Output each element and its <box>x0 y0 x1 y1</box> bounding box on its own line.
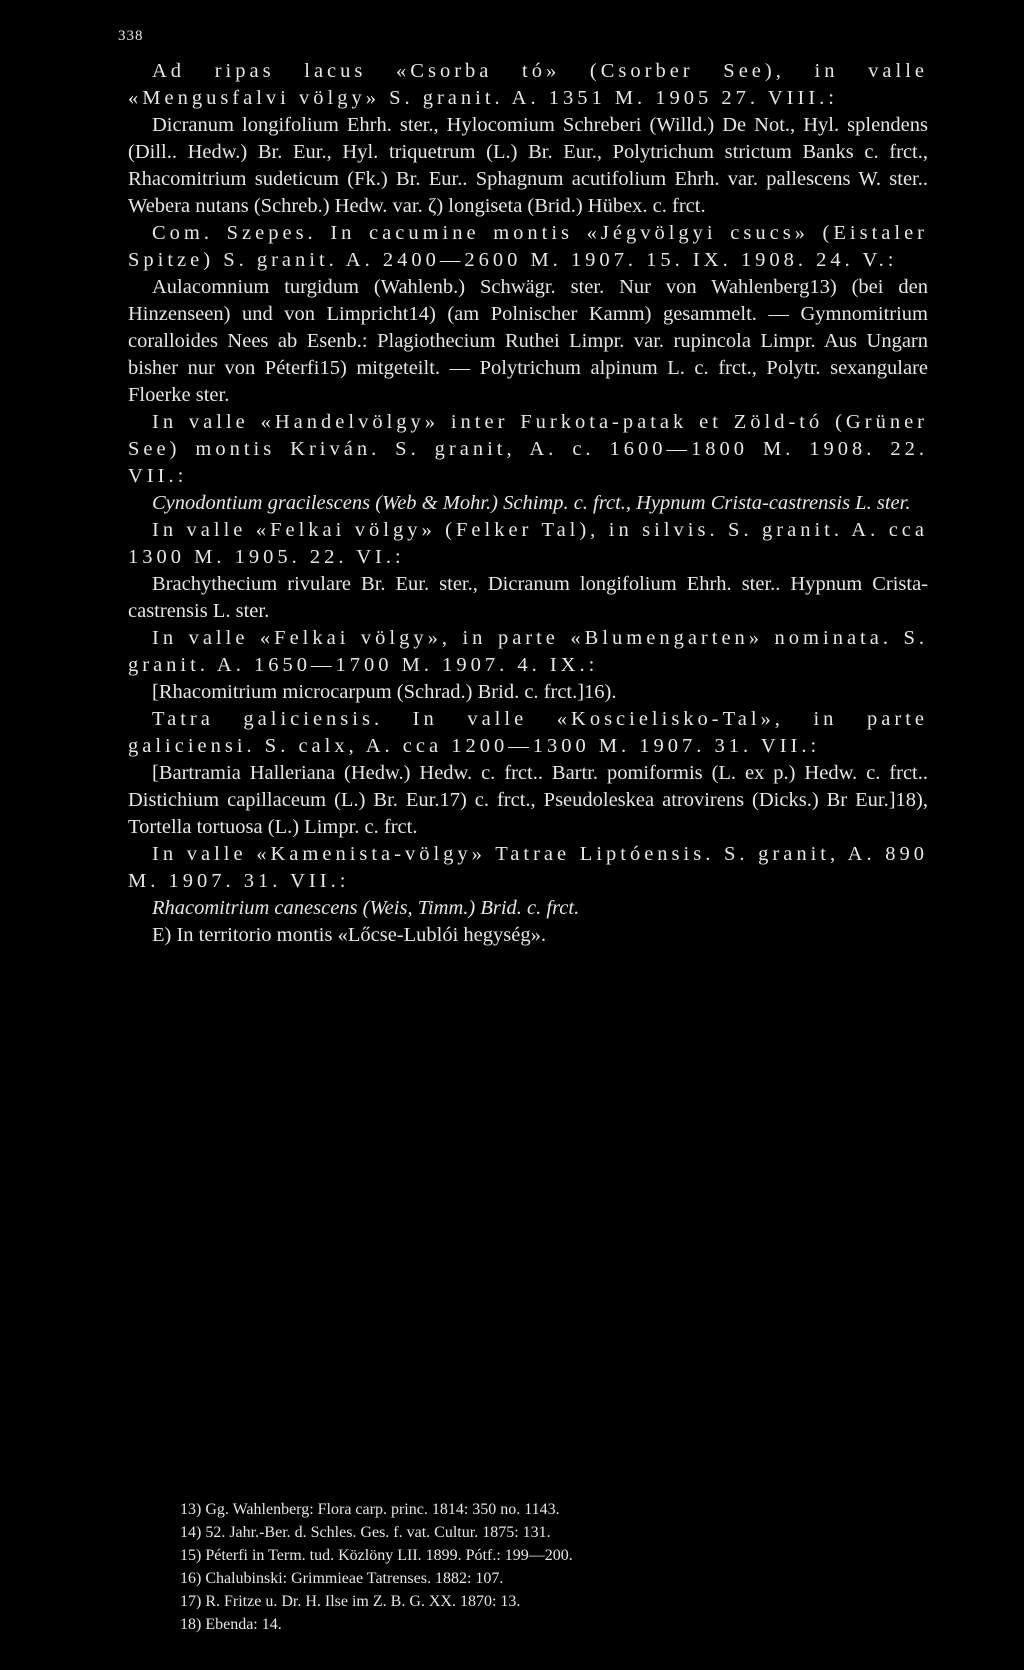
species-list-5: [Rhacomitrium microcarpum (Schrad.) Brid. c. frct.]16). <box>152 681 617 703</box>
locality-paragraph-5: In valle «Felkai völgy», in parte «Blumengarten» nominata. S. granit. A. 1650—1700 M. 1907. 4. IX.: <box>128 627 928 676</box>
locality-paragraph-3: In valle «Handelvölgy» inter Furkota-patak et Zöld-tó (Grüner See) montis Kriván. S. granit, A. c. 1600—1800 M. 1908. 22. VII.: <box>128 411 928 487</box>
section-heading-e: E) In territorio montis «Lőcse-Lublói hegység». <box>152 924 546 946</box>
locality-paragraph-2: Com. Szepes. In cacumine montis «Jégvölgyi csucs» (Eistaler Spitze) S. granit. A. 2400—2600 M. 1907. 15. IX. 1908. 24. V.: <box>128 222 928 271</box>
page-number: 338 <box>118 28 144 44</box>
species-list-7: Rhacomitrium canescens (Weis, Timm.) Brid. c. frct. <box>152 897 580 919</box>
footnote-17: 17) R. Fritze u. Dr. H. Ilse im Z. B. G. XX. 1870: 13. <box>180 1593 521 1610</box>
footnote-15: 15) Péterfi in Term. tud. Közlöny LII. 1899. Pótf.: 199—200. <box>180 1547 573 1564</box>
body-text <box>128 58 928 949</box>
locality-paragraph-6: Tatra galiciensis. In valle «Koscielisko-Tal», in parte galiciensi. S. calx, A. cca 1200—1300 M. 1907. 31. VII.: <box>128 708 928 757</box>
footnote-16: 16) Chalubinski: Grimmieae Tatrenses. 1882: 107. <box>180 1570 504 1587</box>
locality-paragraph-1: Ad ripas lacus «Csorba tó» (Csorber See), in valle «Mengusfalvi völgy» S. granit. A. 1351 M. 1905 27. VIII.: <box>128 60 928 109</box>
locality-paragraph-7: In valle «Kamenista-völgy» Tatrae Liptóensis. S. granit, A. 890 M. 1907. 31. VII.: <box>128 843 928 892</box>
locality-paragraph-4: In valle «Felkai völgy» (Felker Tal), in silvis. S. granit. A. cca 1300 M. 1905. 22. VI.: <box>128 519 928 568</box>
species-list-4: Brachythecium rivulare Br. Eur. ster., Dicranum longifolium Ehrh. ster.. Hypnum Crista-castrensis L. ster. <box>128 573 928 622</box>
species-list-6: [Bartramia Halleriana (Hedw.) Hedw. c. frct.. Bartr. pomiformis (L. ex p.) Hedw. c. frct.. Distichium capillaceum (L.) Br. Eur.17) c. frct., Pseudoleskea atrovirens (Dicks.) Br Eur.]18), Tortella tortuosa (L.) Limpr. c. frct. <box>128 762 928 838</box>
footnote-13: 13) Gg. Wahlenberg: Flora carp. princ. 1814: 350 no. 1143. <box>180 1501 560 1518</box>
footnote-14: 14) 52. Jahr.-Ber. d. Schles. Ges. f. vat. Cultur. 1875: 131. <box>180 1524 551 1541</box>
species-list-3: Cynodontium gracilescens (Web & Mohr.) Schimp. c. frct., Hypnum Crista-castrensis L. ster. <box>152 492 911 514</box>
species-list-1: Dicranum longifolium Ehrh. ster., Hylocomium Schreberi (Willd.) De Not., Hyl. splendens (Dill.. Hedw.) Br. Eur., Hyl. triquetrum (L.) Br. Eur., Polytrichum strictum Banks c. frct., Rhacomitrium sudeticum (Fk.) Br. Eur.. Sphagnum acutifolium Ehrh. var. pallescens W. ster.. Webera nutans (Schreb.) Hedw. var. ζ) longiseta (Brid.) Hübex. c. frct. <box>128 114 928 217</box>
footnote-18: 18) Ebenda: 14. <box>180 1616 282 1633</box>
footnotes <box>180 1498 880 1636</box>
species-list-2: Aulacomnium turgidum (Wahlenb.) Schwägr. ster. Nur von Wahlenberg13) (bei den Hinzenseen) und von Limpricht14) (am Polnischer Kamm) gesammelt. — Gymnomitrium coralloides Nees ab Esenb.: Plagiothecium Ruthei Limpr. var. rupincola Limpr. Aus Ungarn bisher nur von Péterfi15) mitgeteilt. — Polytrichum alpinum L. c. frct., Polytr. sexangulare Floerke ster. <box>128 276 928 406</box>
